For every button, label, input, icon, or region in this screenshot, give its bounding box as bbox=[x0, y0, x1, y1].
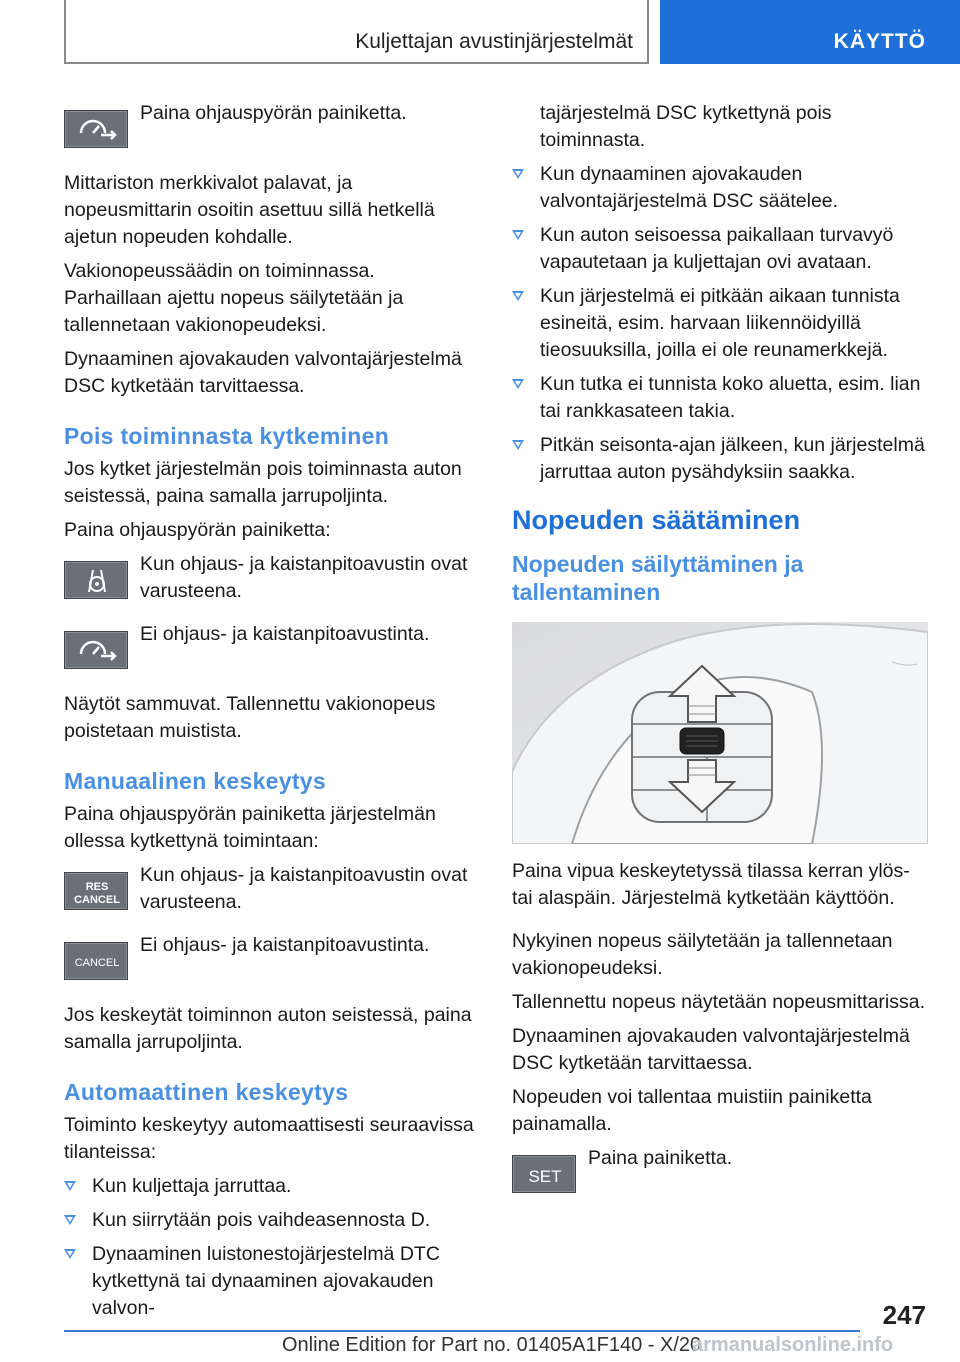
paragraph: Dynaaminen ajovakauden valvontajärjestelmä DSC kytketään tarvittaessa. bbox=[64, 348, 462, 397]
heading-pois-toiminnasta: Pois toiminnasta kytkeminen bbox=[64, 423, 390, 449]
res-cancel-icon bbox=[64, 872, 128, 910]
icon-row-text: Paina ohjauspyörän painiketta. bbox=[140, 102, 407, 124]
list-item: Pitkän seisonta-ajan jälkeen, kun järjestelmä jarruttaa auton pysähdyksiin saakka. bbox=[512, 432, 928, 486]
heading-nopeuden-saataminen: Nopeuden säätäminen bbox=[512, 505, 801, 535]
bullet-list bbox=[512, 161, 928, 486]
heading-nopeuden-sailyttaminen: Nopeuden säilyttäminen ja tallentaminen bbox=[512, 551, 804, 605]
list-item: Kun järjestelmä ei pitkään aikaan tunnista esineitä, esim. harvaan liikennöidyillä tieosuuksilla, joilla ei ole reunamerkkejä. bbox=[512, 283, 928, 364]
icon-row-res-cancel bbox=[64, 862, 476, 924]
triangle-bullet-icon bbox=[512, 379, 524, 389]
steering-assist-icon bbox=[64, 561, 128, 599]
paragraph: Paina ohjauspyörän painiketta järjestelmän ollessa kytkettynä toimintaan: bbox=[64, 803, 436, 852]
icon-row-cruise bbox=[64, 100, 476, 162]
set-label: SET bbox=[528, 1167, 562, 1186]
list-item: Kun kuljettaja jarruttaa. bbox=[64, 1173, 476, 1200]
list-item: Kun dynaaminen ajovakauden valvontajärjestelmä DSC säätelee. bbox=[512, 161, 928, 215]
triangle-bullet-icon bbox=[64, 1249, 76, 1259]
paragraph: Näytöt sammuvat. Tallennettu vakionopeus poistetaan muistista. bbox=[64, 693, 436, 742]
continued-text: tajärjestelmä DSC kytkettynä pois toiminnasta. bbox=[540, 102, 832, 151]
cruise-control-icon bbox=[64, 110, 128, 148]
chapter-header bbox=[64, 0, 649, 64]
icon-row-text: Ei ohjaus- ja kaistanpitoavustinta. bbox=[140, 623, 430, 645]
section-title: KÄYTTÖ bbox=[833, 30, 926, 53]
cancel-icon bbox=[64, 942, 128, 980]
left-column bbox=[64, 100, 476, 1329]
list-item: Kun tutka ei tunnista koko aluetta, esim. lian tai rankkasateen takia. bbox=[512, 371, 928, 425]
paragraph: Mittariston merkkivalot palavat, ja nopeusmittarin osoitin asettuu sillä hetkellä ajetun nopeuden kohdalle. bbox=[64, 172, 435, 248]
list-item: Kun siirrytään pois vaihdeasennosta D. bbox=[64, 1207, 476, 1234]
paragraph: Tallennettu nopeus näytetään nopeusmittarissa. bbox=[512, 991, 926, 1013]
icon-row-text: Paina painiketta. bbox=[588, 1147, 733, 1169]
triangle-bullet-icon bbox=[512, 230, 524, 240]
paragraph: Toiminto keskeytyy automaattisesti seuraavissa tilanteissa: bbox=[64, 1114, 474, 1163]
steering-wheel-lever-illustration bbox=[512, 622, 928, 844]
paragraph: Paina vipua keskeytetyssä tilassa kerran ylös- tai alaspäin. Järjestelmä kytketään käyttöön. bbox=[512, 860, 910, 909]
icon-row-cruise-2 bbox=[64, 621, 476, 683]
triangle-bullet-icon bbox=[512, 440, 524, 450]
paragraph: Jos kytket järjestelmän pois toiminnasta auton seistessä, paina samalla jarrupoljinta. bbox=[64, 458, 462, 507]
list-item: Dynaaminen luistonestojärjestelmä DTC kytkettynä tai dynaaminen ajovakauden valvon- bbox=[64, 1241, 476, 1322]
watermark: armanualsonline.info bbox=[692, 1334, 894, 1356]
icon-row-text: Kun ohjaus- ja kaistanpitoavustin ovat varusteena. bbox=[140, 553, 468, 602]
heading-manuaalinen: Manuaalinen keskeytys bbox=[64, 768, 326, 794]
triangle-bullet-icon bbox=[64, 1181, 76, 1191]
icon-row-set bbox=[512, 1145, 928, 1207]
paragraph: Paina ohjauspyörän painiketta: bbox=[64, 519, 331, 541]
paragraph: Dynaaminen ajovakauden valvontajärjestelmä DSC kytketään tarvittaessa. bbox=[512, 1025, 910, 1074]
section-tab bbox=[660, 0, 960, 64]
list-item: Kun auton seisoessa paikallaan turvavyö vapautetaan ja kuljettajan ovi avataan. bbox=[512, 222, 928, 276]
triangle-bullet-icon bbox=[512, 291, 524, 301]
res-label: RES bbox=[85, 881, 109, 893]
right-column bbox=[512, 100, 928, 1215]
icon-row-text: Kun ohjaus- ja kaistanpitoavustin ovat varusteena. bbox=[140, 864, 468, 913]
bullet-list bbox=[64, 1173, 476, 1322]
paragraph: Nopeuden voi tallentaa muistiin painiketta painamalla. bbox=[512, 1086, 872, 1135]
chapter-title: Kuljettajan avustinjärjestelmät bbox=[355, 30, 633, 53]
cancel-label: CANCEL bbox=[74, 957, 120, 969]
paragraph: Jos keskeytät toiminnon auton seistessä, paina samalla jarrupoljinta. bbox=[64, 1004, 472, 1053]
icon-row-cancel bbox=[64, 932, 476, 994]
triangle-bullet-icon bbox=[512, 169, 524, 179]
set-button-icon bbox=[512, 1155, 576, 1193]
heading-automaattinen: Automaattinen keskeytys bbox=[64, 1079, 349, 1105]
footer-divider bbox=[64, 1330, 860, 1332]
cruise-control-icon bbox=[64, 631, 128, 669]
icon-row-assist bbox=[64, 551, 476, 613]
icon-row-text: Ei ohjaus- ja kaistanpitoavustinta. bbox=[140, 934, 430, 956]
paragraph: Nykyinen nopeus säilytetään ja tallennetaan vakionopeudeksi. bbox=[512, 930, 893, 979]
paragraph: Vakionopeussäädin on toiminnassa. Parhaillaan ajettu nopeus säilytetään ja tallennetaan vakionopeudeksi. bbox=[64, 260, 404, 336]
edition-text: Online Edition for Part no. 01405A1F140 - X/20 bbox=[282, 1334, 702, 1356]
page-number: 247 bbox=[882, 1300, 926, 1330]
triangle-bullet-icon bbox=[64, 1215, 76, 1225]
cancel-label: CANCEL bbox=[74, 894, 120, 906]
